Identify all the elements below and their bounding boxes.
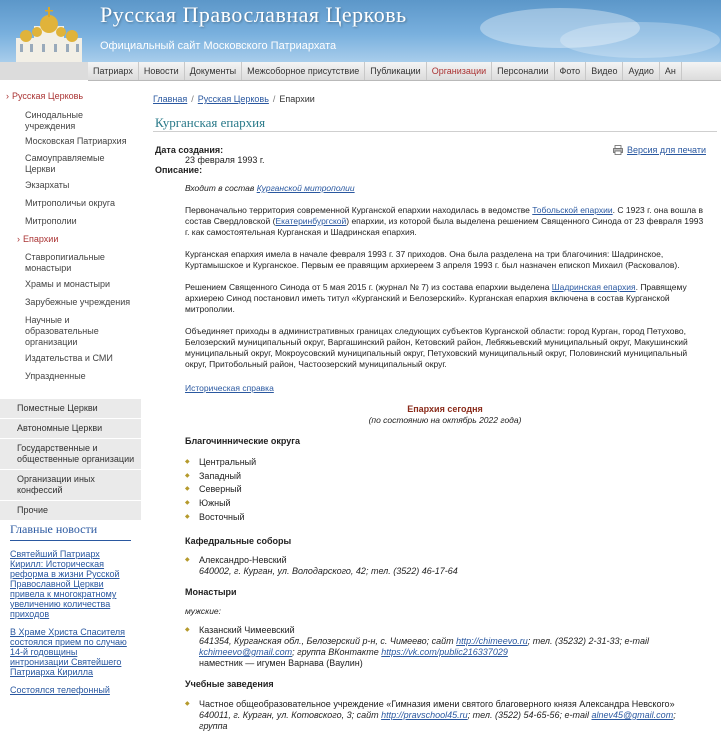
- deaneries-list: [185, 456, 705, 525]
- breadcrumb: Главная / Русская Церковь / Епархии: [153, 94, 315, 104]
- list-item: ◆ Северный: [185, 483, 705, 497]
- sidebar-item-stauropegial[interactable]: Ставропигиальные монастыри: [25, 252, 105, 273]
- tobolsk-link[interactable]: Тобольской епархии: [532, 205, 613, 215]
- history-link[interactable]: Историческая справка: [185, 383, 274, 393]
- page-title: Курганская епархия: [155, 115, 266, 130]
- news-link[interactable]: В Храме Христа Спасителя состоялся прием по случаю 14-й годовщины интронизации Святейшего Патриарха Кирилла: [10, 627, 127, 677]
- sidebar-item-publishing[interactable]: Издательства и СМИ: [25, 353, 113, 363]
- printer-icon: [613, 145, 623, 155]
- main-content: [141, 86, 721, 731]
- monasteries-list: [185, 625, 705, 669]
- list-item: ◆ Частное общеобразовательное учреждение «Гимназия имени святого благоверного князя Александра Невского» 640011, г. Курган, ул. Котовского, 3; сайт http://pravschool45.ru; тел. (3522) 54-65-56; e-mail alnev45@gmail.com; группа: [185, 699, 705, 732]
- sidebar-group-state[interactable]: Государственные и общественные организации: [0, 438, 141, 469]
- sidebar-group-local[interactable]: Поместные Церкви: [0, 398, 141, 418]
- list-item: ◆ Центральный: [185, 456, 705, 470]
- news-link[interactable]: Святейший Патриарх Кирилл: Историческая реформа в жизни Русской Православной Церкви привела к многократному увеличению количества приходов: [10, 549, 120, 619]
- news-link[interactable]: Состоялся телефонный: [10, 685, 110, 695]
- today-subtitle: (по состоянию на октябрь 2022 года): [368, 415, 522, 425]
- sidebar-item-metropolitan-districts[interactable]: Митрополичьи округа: [25, 198, 115, 208]
- nav-persons[interactable]: Персоналии: [492, 62, 554, 80]
- paragraph-territory: Объединяет приходы в административных границах следующих субъектов Курганской области: город Курган, город Петухово, Белозерский муниципальный округ, Варгашинский район, Кетовский район, Лебяжьевский муниципальный округ, Макушинский муниципальный округ, Мокроусовский муниципальный округ, Петуховский муниципальный округ, Половинский муниципальный округ, Притобольный район, Частоозерский муниципальный округ.: [185, 326, 688, 369]
- nav-documents[interactable]: Документы: [185, 62, 242, 80]
- metropolis-note: Входит в состав Курганской митрополии: [185, 183, 355, 193]
- schools-list: [185, 699, 705, 732]
- nav-video[interactable]: Видео: [586, 62, 623, 80]
- paragraph-history: Первоначально территория современной Курганской епархии находилась в ведомстве Тобольской епархии. С 1923 г. она вошла в состав Свердловской (Екатеринбургской) епархии, из которой была выделена решением Священного Синода от 23 февраля 1993 г. как самостоятельная Курганская и Шадринская епархия.: [185, 205, 704, 237]
- sidebar-item-exarchates[interactable]: Экзархаты: [25, 180, 70, 190]
- main-news: [10, 522, 131, 695]
- nav-more[interactable]: Ан: [660, 62, 682, 80]
- school-email-link[interactable]: alnev45@gmail.com: [591, 710, 674, 720]
- sidebar-group-autonomous[interactable]: Автономные Церкви: [0, 418, 141, 438]
- paragraph-parishes: Курганская епархия имела в начале февраля 1993 г. 37 приходов. Она была разделена на три благочиния: Шадринское, Куртамышское и Курганское. Первым ее правящим архиереем 3 апреля 1993 г. был назначен епископ Михаил (Расковалов).: [185, 249, 680, 270]
- breadcrumb-current: Епархии: [279, 94, 315, 104]
- sidebar-item-metropolises[interactable]: Митрополии: [25, 216, 77, 226]
- chevron-right-icon: ›: [6, 91, 9, 101]
- nav-photo[interactable]: Фото: [555, 62, 587, 80]
- created-value: 23 февраля 1993 г.: [185, 155, 265, 165]
- chevron-right-icon: ›: [17, 234, 20, 244]
- metropolis-link[interactable]: Курганской митрополии: [256, 183, 355, 193]
- breadcrumb-church[interactable]: Русская Церковь: [197, 94, 269, 104]
- site-subtitle: Официальный сайт Московского Патриархата: [100, 40, 337, 52]
- monastery-vk-link[interactable]: https://vk.com/public216337029: [381, 647, 508, 657]
- sidebar-item-eparchies[interactable]: › Епархии: [17, 234, 59, 244]
- news-title: Главные новости: [10, 522, 131, 541]
- monasteries-male: мужские:: [185, 606, 222, 616]
- top-navigation: [88, 62, 721, 81]
- nav-organizations[interactable]: Организации: [427, 62, 492, 80]
- nav-publications[interactable]: Публикации: [365, 62, 426, 80]
- sidebar-item-churches[interactable]: Храмы и монастыри: [25, 279, 110, 289]
- created-label: Дата создания:: [155, 145, 224, 155]
- cathedrals-list: [185, 555, 705, 577]
- sidebar-item-foreign[interactable]: Зарубежные учреждения: [25, 297, 131, 307]
- nav-news[interactable]: Новости: [139, 62, 185, 80]
- today-title: Епархия сегодня: [407, 404, 483, 414]
- sidebar-group-other-faiths[interactable]: Организации иных конфессий: [0, 469, 141, 500]
- breadcrumb-home[interactable]: Главная: [153, 94, 188, 104]
- sidebar-root[interactable]: › Русская Церковь: [6, 91, 84, 101]
- sidebar-item-patriarchy[interactable]: Московская Патриархия: [25, 136, 127, 146]
- schools-title: Учебные заведения: [185, 679, 274, 689]
- monastery-email-link[interactable]: kchimeevo@gmail.com: [199, 647, 293, 657]
- nav-patriarch[interactable]: Патриарх: [88, 62, 139, 80]
- monastery-site-link[interactable]: http://chimeevo.ru: [456, 636, 528, 646]
- nav-audio[interactable]: Аудио: [623, 62, 659, 80]
- cathedrals-title: Кафедральные соборы: [185, 536, 292, 546]
- monasteries-title: Монастыри: [185, 587, 237, 597]
- print-version[interactable]: [613, 145, 706, 155]
- shadrinsk-link[interactable]: Шадринская епархия: [551, 282, 636, 292]
- deaneries-title: Благочиннические округа: [185, 436, 301, 446]
- site-header: [0, 0, 721, 62]
- sidebar-item-science[interactable]: Научные и образовательные организации: [25, 315, 99, 347]
- list-item: ◆ Казанский Чимеевский 641354, Курганская обл., Белозерский р-н, с. Чимеево; сайт http://chimeevo.ru; тел. (35232) 2-31-33; e-mail kchimeevo@gmail.com; группа ВКонтакте https://vk.com/public216337029 наместник — игумен Варнава (Ваулин): [185, 625, 705, 669]
- list-item: ◆ Западный: [185, 470, 705, 484]
- description-label: Описание:: [155, 165, 203, 175]
- sidebar-item-abolished[interactable]: Упраздненные: [25, 371, 86, 381]
- ekaterinburg-link[interactable]: Екатеринбургской: [275, 216, 347, 226]
- site-title: Русская Православная Церковь: [100, 2, 407, 27]
- cathedral-logo-icon[interactable]: [6, 4, 90, 62]
- sidebar-item-selfgoverned[interactable]: Самоуправляемые Церкви: [25, 153, 105, 174]
- school-site-link[interactable]: http://pravschool45.ru: [381, 710, 468, 720]
- sidebar-group-other[interactable]: Прочие: [0, 500, 141, 520]
- list-item: ◆ Восточный: [185, 511, 705, 525]
- list-item: ◆ Южный: [185, 497, 705, 511]
- print-link[interactable]: Версия для печати: [626, 145, 706, 155]
- sidebar-item-synodal[interactable]: Синодальные учреждения: [25, 110, 83, 131]
- paragraph-synod: Решением Священного Синода от 5 мая 2015 г. (журнал № 7) из состава епархии выделена Шадринская епархия. Правящему архиерею Синод постановил иметь титул «Курганский и Белозерский». Курганская епархия включена в состав Курганской митрополии.: [185, 282, 687, 314]
- list-item: ◆ Александро-Невский 640002, г. Курган, ул. Володарского, 42; тел. (3522) 46-17-64: [185, 555, 705, 577]
- nav-council[interactable]: Межсоборное присутствие: [242, 62, 365, 80]
